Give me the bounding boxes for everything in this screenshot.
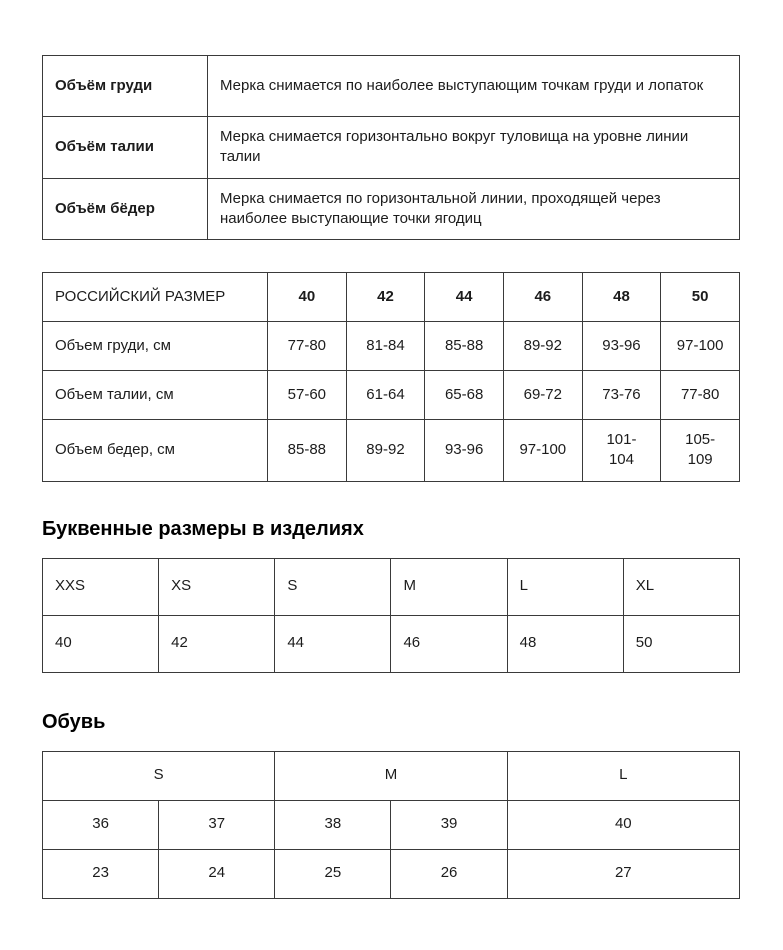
letter-cell: S [275,558,391,615]
table-row [43,849,740,898]
shoe-size-cell: 39 [391,800,507,849]
shoes-table [42,751,740,899]
table-row [43,420,740,482]
row-label: Объем груди, см [43,322,268,371]
value-cell: 89-92 [503,322,582,371]
term-cell: Объём бёдер [43,178,208,240]
value-cell: 93-96 [582,322,661,371]
letter-cell: L [507,558,623,615]
size-cell: 40 [268,273,347,322]
value-cell: 77-80 [661,371,740,420]
term-cell: Объём груди [43,56,208,117]
term-cell: Объём талии [43,117,208,179]
shoe-size-cell: 37 [159,800,275,849]
value-cell: 89-92 [346,420,425,482]
number-cell: 40 [43,615,159,672]
value-cell: 97-100 [661,322,740,371]
letter-cell: XS [159,558,275,615]
number-cell: 46 [391,615,507,672]
description-cell: Мерка снимается по горизонтальной линии, проходящей через наиболее выступающие точки ягодиц [208,178,740,240]
shoe-size-cell: 38 [275,800,391,849]
number-cell: 50 [623,615,739,672]
letter-cell: XXS [43,558,159,615]
size-cell: 44 [425,273,504,322]
row-label: Объем талии, см [43,371,268,420]
value-cell: 65-68 [425,371,504,420]
size-cell: 50 [661,273,740,322]
definitions-table [42,55,740,240]
value-cell: 73-76 [582,371,661,420]
shoe-size-cell: 40 [507,800,739,849]
table-row [43,56,740,117]
letter-cell: M [391,558,507,615]
value-cell: 61-64 [346,371,425,420]
letter-sizes-table [42,558,740,673]
table-row [43,800,740,849]
value-cell: 85-88 [425,322,504,371]
value-cell: 105-109 [661,420,740,482]
value-cell: 57-60 [268,371,347,420]
russian-sizes-table [42,272,740,482]
shoe-size-cell: 36 [43,800,159,849]
value-cell: 69-72 [503,371,582,420]
shoe-size-cell: 27 [507,849,739,898]
table-row [43,117,740,179]
size-cell: 48 [582,273,661,322]
number-cell: 48 [507,615,623,672]
row-label: Объем бедер, см [43,420,268,482]
value-cell: 77-80 [268,322,347,371]
size-cell: 46 [503,273,582,322]
description-cell: Мерка снимается по наиболее выступающим точкам груди и лопаток [208,56,740,117]
shoe-group-cell: L [507,751,739,800]
number-cell: 42 [159,615,275,672]
shoe-size-cell: 23 [43,849,159,898]
letter-sizes-heading: Буквенные размеры в изделиях [42,517,364,540]
value-cell: 93-96 [425,420,504,482]
size-header-row [43,273,740,322]
table-row [43,615,740,672]
table-row [43,178,740,240]
russian-size-header-label: РОССИЙСКИЙ РАЗМЕР [43,273,268,322]
value-cell: 85-88 [268,420,347,482]
shoes-heading: Обувь [42,710,106,733]
number-cell: 44 [275,615,391,672]
shoe-size-cell: 25 [275,849,391,898]
table-row [43,371,740,420]
letter-cell: XL [623,558,739,615]
shoe-group-cell: S [43,751,275,800]
shoe-size-cell: 24 [159,849,275,898]
value-cell: 97-100 [503,420,582,482]
value-cell: 81-84 [346,322,425,371]
shoe-size-cell: 26 [391,849,507,898]
shoe-group-cell: M [275,751,507,800]
table-row [43,558,740,615]
value-cell: 101-104 [582,420,661,482]
table-row [43,322,740,371]
shoe-group-row [43,751,740,800]
description-cell: Мерка снимается горизонтально вокруг туловища на уровне линии талии [208,117,740,179]
size-cell: 42 [346,273,425,322]
